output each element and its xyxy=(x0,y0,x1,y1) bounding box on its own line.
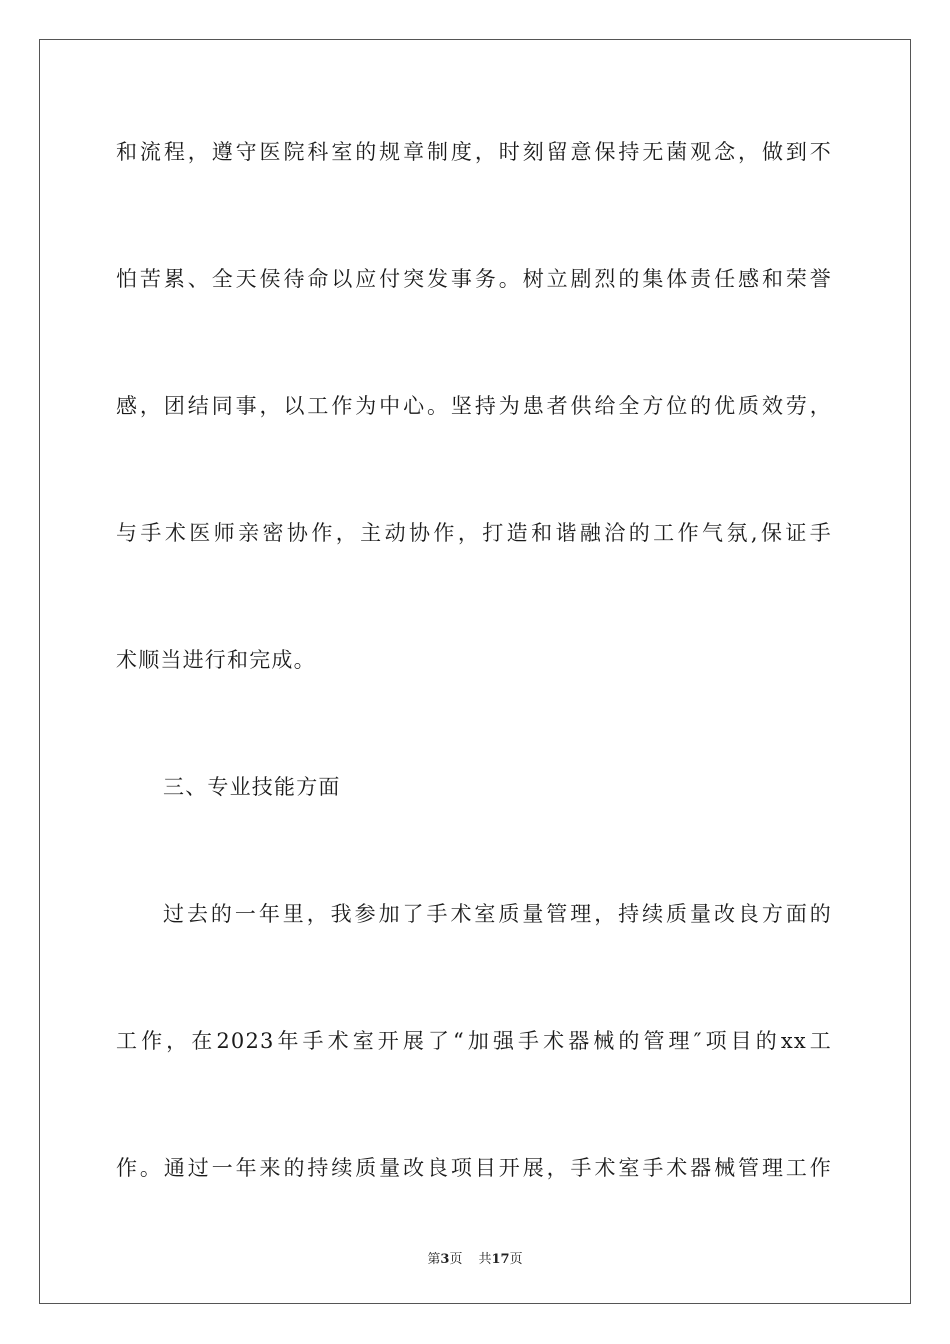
body-text-line: 和流程，遵守医院科室的规章制度，时刻留意保持无菌观念，做到不 xyxy=(116,140,832,164)
body-text-line: 术顺当进行和完成。 xyxy=(116,648,316,672)
section-heading: 三、专业技能方面 xyxy=(163,775,341,799)
total-prefix: 共 xyxy=(478,1252,492,1267)
total-pages: 17 xyxy=(491,1252,510,1267)
page-suffix: 页 xyxy=(449,1252,463,1267)
page-prefix: 第 xyxy=(427,1252,441,1267)
body-text-line: 与手术医师亲密协作，主动协作，打造和谐融洽的工作气氛,保证手 xyxy=(116,521,832,545)
page-footer xyxy=(0,1248,950,1267)
body-text-line: 过去的一年里，我参加了手术室质量管理，持续质量改良方面的 xyxy=(163,902,832,926)
body-text-line: 作。通过一年来的持续质量改良项目开展，手术室手术器械管理工作 xyxy=(116,1156,832,1180)
total-suffix: 页 xyxy=(509,1252,523,1267)
body-text-line: 工作，在2023年手术室开展了“加强手术器械的管理″项目的xx工 xyxy=(116,1029,832,1053)
body-text-line: 感，团结同事，以工作为中心。坚持为患者供给全方位的优质效劳， xyxy=(116,394,832,418)
page-number: 3 xyxy=(440,1252,450,1267)
body-text-line: 怕苦累、全天侯待命以应付突发事务。树立剧烈的集体责任感和荣誉 xyxy=(116,267,832,291)
